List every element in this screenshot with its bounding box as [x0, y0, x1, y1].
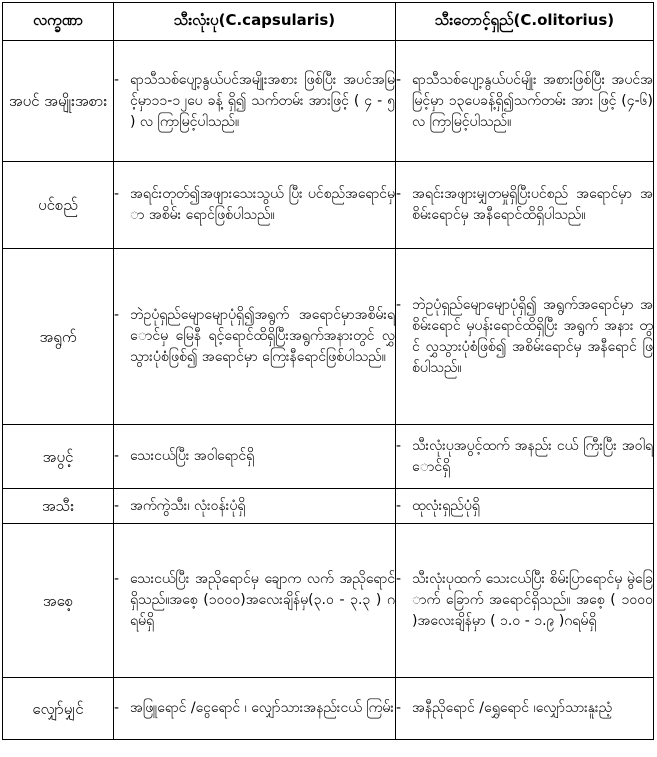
- feature-cell: အစေ့: [3, 524, 114, 678]
- bullet-dash: -: [396, 437, 402, 454]
- bullet-dash: -: [396, 71, 402, 88]
- bullet-dash: -: [114, 700, 120, 716]
- bullet-dash: -: [396, 296, 402, 313]
- table-row: [3, 489, 654, 524]
- bullet-dash: -: [114, 497, 120, 514]
- olitorius-cell: [396, 524, 654, 678]
- capsularis-cell: [114, 489, 396, 524]
- capsularis-text: သေးငယ်ပြီး အဝါရောင်ရှိ: [130, 448, 255, 464]
- olitorius-cell: [396, 41, 654, 162]
- header-row: [3, 3, 654, 41]
- header-olitorius: သီးတောင့်ရှည်(C.olitorius): [396, 3, 654, 41]
- bullet-dash: -: [396, 700, 402, 716]
- feature-cell: အပင် အမျိုးအစား: [3, 41, 114, 162]
- capsularis-cell: [114, 41, 396, 162]
- olitorius-text: ရာသီသစ်ပျော့နွယ်ပင်မျိုး အစားဖြစ်ပြီး အပင်အမြင့်မှာ ၁၃ပေခန့်ရှိ၍သက်တမ်း အား ဖြင့် (၄-၆)လ ကြာမြင့်ပါသည်။: [412, 71, 653, 130]
- feature-cell: လျှော်မျှင်: [3, 678, 114, 740]
- table-row: [3, 425, 654, 489]
- bullet-dash: -: [114, 71, 120, 88]
- table-row: [3, 524, 654, 678]
- bullet-dash: -: [114, 448, 120, 464]
- olitorius-cell: [396, 425, 654, 489]
- capsularis-text: ဘဲဥပုံရှည်မျောမျောပုံရှိ၍အရွက် အရောင်မှာအစိမ်းရောင်မှ မြေနီ ရင့်ရောင်ထိရှိပြီးအရွက်အနားတွင် လွှသွားပုံစံဖြစ်၍ အရောင်မှာ ကြေးနီရောင်ဖြစ်ပါသည်။: [130, 307, 395, 365]
- olitorius-cell: [396, 249, 654, 425]
- bullet-dash: -: [114, 307, 120, 323]
- olitorius-text: အရင်းအဖျားမျှတမှုရှိပြီးပင်စည် အရောင်မှာ အစိမ်းရောင်မှ အနီရောင်ထိရှိပါသည်။: [412, 186, 653, 223]
- capsularis-text: အရင်းတုတ်၍အဖျားသေးသွယ် ပြီး ပင်စည်အရောင်မှာ အစိမ်း ရောင်ဖြစ်ပါသည်။: [130, 186, 395, 223]
- capsularis-cell: [114, 425, 396, 489]
- feature-cell: ပင်စည်: [3, 162, 114, 249]
- capsularis-cell: [114, 524, 396, 678]
- header-feature: လက္ခဏာ: [3, 3, 114, 41]
- table-row: [3, 678, 654, 740]
- olitorius-cell: [396, 162, 654, 249]
- jute-comparison-table: [2, 2, 654, 740]
- capsularis-cell: [114, 678, 396, 740]
- olitorius-text: သီးလုံးပုထက် သေးငယ်ပြီး စိမ်းပြာရောင်မှ မွဲခြောက် ခြောက် အရောင်ရှိသည်။ အစေ့ ( ၁၀၀၀ )အလေးချိန်မှာ ( ၁.၀ - ၁.၉ )ဂရမ်ရှိ: [412, 571, 653, 629]
- capsularis-text: အဖြူရောင် /ငွေရောင် ၊ လျှော်သားအနည်းငယ် ကြမ်း: [130, 700, 394, 716]
- olitorius-cell: [396, 489, 654, 524]
- feature-cell: အပွင့်: [3, 425, 114, 489]
- olitorius-text: ဘဲဥပုံရှည်မျောမျောပုံရှိ၍ အရွက်အရောင်မှာ အစိမ်းရောင် မှပန်းရောင်ထိရှိပြီး အရွက် အနား တွင် လွှသွားပုံစံဖြစ်၍ အစိမ်းရောင်မှ အနီရောင် ဖြစ်ပါသည်။: [412, 296, 653, 376]
- capsularis-cell: [114, 162, 396, 249]
- capsularis-text: အက်ကွဲသီး၊ လုံးဝန်းပုံရှိ: [130, 497, 246, 514]
- table-row: [3, 249, 654, 425]
- feature-cell: အသီး: [3, 489, 114, 524]
- olitorius-text: ထုလုံးရှည်ပုံရှိ: [412, 497, 480, 514]
- capsularis-text: သေးငယ်ပြီး အညိုရောင်မှ ချောက လက် အညိုရောင်ရှိသည်။အစေ့ (၁၀၀၀)အလေးချိန်မှ(၃.၀ - ၃.၃ ) ဂရမ်ရှိ: [130, 571, 395, 629]
- bullet-dash: -: [114, 571, 120, 587]
- olitorius-text: သီးလုံးပုအပွင့်ထက် အနည်း ငယ် ကြီးပြီး အဝါရောင်ရှိ: [412, 437, 653, 475]
- olitorius-text: အနီညိုရောင် /ရွှေရောင် ၊လျှော်သားနူးညံ့: [412, 700, 613, 716]
- table-row: [3, 162, 654, 249]
- bullet-dash: -: [396, 571, 402, 587]
- feature-cell: အရွက်: [3, 249, 114, 425]
- header-capsularis: သီးလုံးပု(C.capsularis): [114, 3, 396, 41]
- olitorius-cell: [396, 678, 654, 740]
- capsularis-cell: [114, 249, 396, 425]
- table-row: [3, 41, 654, 162]
- bullet-dash: -: [396, 186, 402, 202]
- capsularis-text: ရာသီသစ်ပျော့နွယ်ပင်အမျိုးအစား ဖြစ်ပြီး အပင်အမြင့်မှာ၁၁-၁၂ပေ ခန့် ရှိ၍ သက်တမ်း အားဖြင့် ( ၄ - ၅ ) လ ကြာမြင့်ပါသည်။: [130, 71, 395, 130]
- bullet-dash: -: [396, 497, 402, 514]
- bullet-dash: -: [114, 186, 120, 202]
